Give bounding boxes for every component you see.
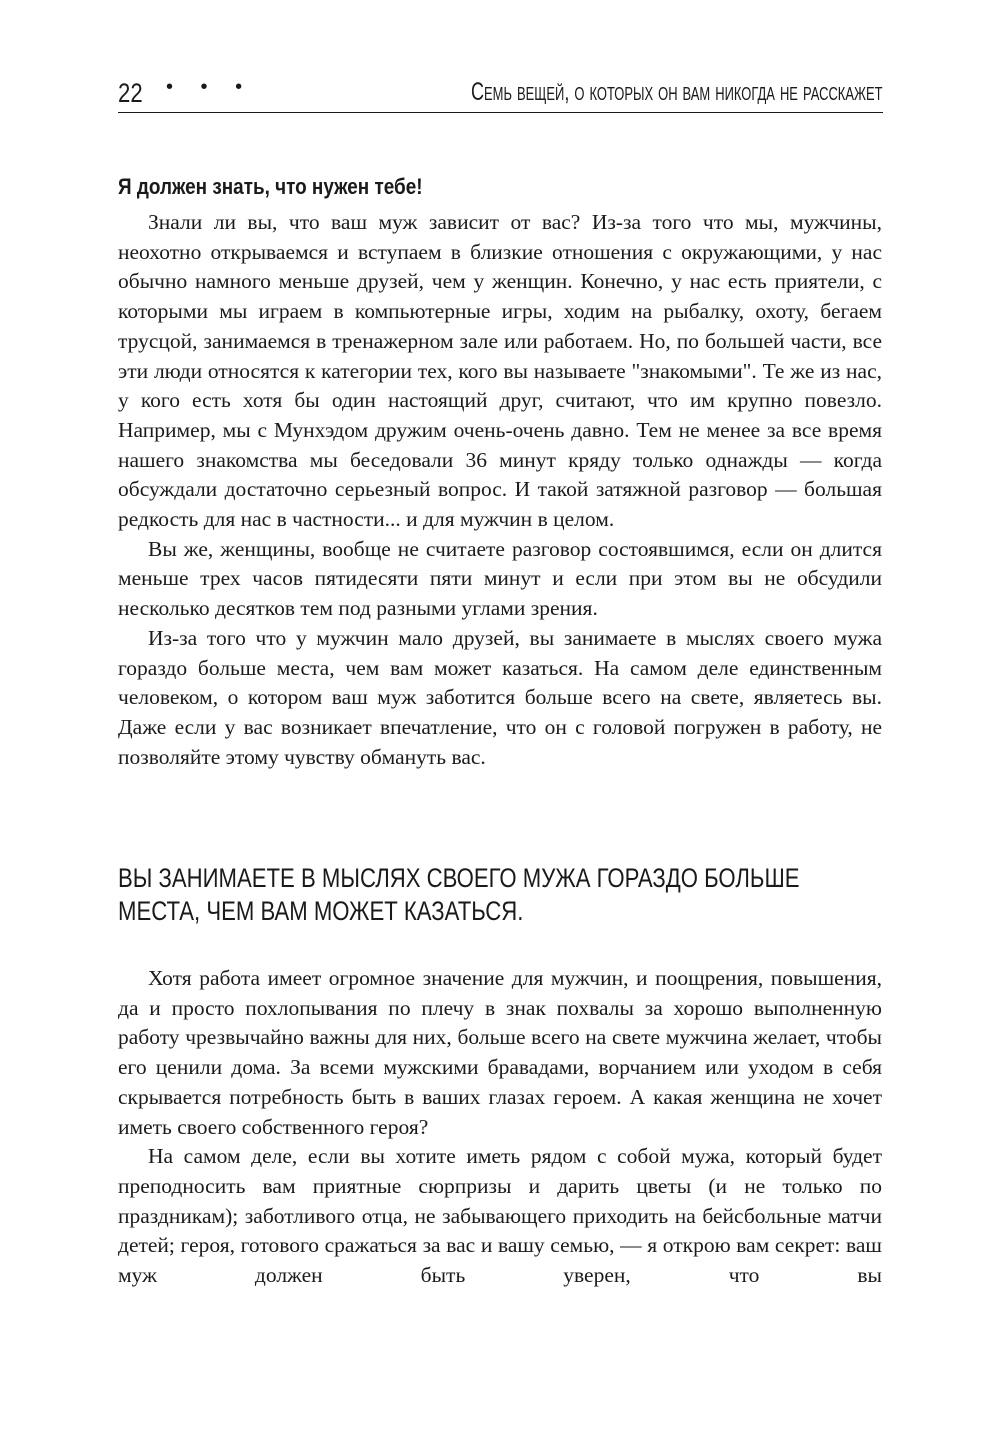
section-title: Я должен знать, что нужен тебе! [118,174,423,199]
pull-quote [118,862,800,928]
pull-quote-line: МЕСТА, ЧЕМ ВАМ МОЖЕТ КАЗАТЬСЯ. [118,896,524,926]
body-text-top [118,208,882,772]
header-bullets: • • • [166,76,254,98]
body-text-bottom [118,964,882,1291]
paragraph: Хотя работа имеет огромное значение для мужчин, и поощрения, повышения, да и просто похлопывания по плечу в знак похвалы за хорошо выполненную работу чрезвычайно важны для них, больше всего на свете мужчина желает, чтобы его ценили дома. За всеми мужскими бравадами, ворчанием или уходом в себя скрывается потребность быть в ваших глазах героем. А какая женщина не хочет иметь своего собственного героя? [118,966,882,1139]
paragraph: Знали ли вы, что ваш муж зависит от вас? Из-за того что мы, мужчины, неохотно открываемся и вступаем в близкие отношения с окружающими, у нас обычно намного меньше друзей, чем у женщин. Конечно, у нас есть приятели, с которыми мы играем в компьютерные игры, ходим на рыбалку, охоту, бегаем трусцой, занимаемся в тренажерном зале или работаем. Но, по большей части, все эти люди относятся к категории тех, кого вы называете "знакомыми". Те же из нас, у кого есть хотя бы один настоящий друг, считают, что им крупно повезло. Например, мы с Мунхэдом дружим очень-очень давно. Тем не менее за все время нашего знакомства мы беседовали 36 минут кряду только однажды — когда обсуждали достаточно серьезный вопрос. И такой затяжной разговор — большая редкость для нас в частности... и для мужчин в целом. [118,210,882,532]
running-title: Семь вещей, о которых он вам никогда не расскажет [471,78,883,106]
paragraph: Вы же, женщины, вообще не считаете разговор состоявшимся, если он длится меньше трех часов пятидесяти пяти минут и если при этом вы не обсудили несколько десятков тем под разными углами зрения. [118,536,882,621]
pull-quote-line: ВЫ ЗАНИМАЕТЕ В МЫСЛЯХ СВОЕГО МУЖА ГОРАЗДО БОЛЬШЕ [118,863,800,893]
page-header [118,72,883,113]
paragraph: На самом деле, если вы хотите иметь рядом с собой мужа, который будет преподносить вам приятные сюрпризы и дарить цветы (и не только по праздникам); заботливого отца, не забывающего приходить на бейсбольные матчи детей; героя, готового сражаться за вас и вашу семью, — я открою вам секрет: ваш муж должен быть уверен, что вы [118,1144,882,1288]
page-number: 22 [118,78,143,108]
paragraph: Из-за того что у мужчин мало друзей, вы занимаете в мыслях своего мужа гораздо больше места, чем вам может казаться. На самом деле единственным человеком, о котором ваш муж заботится больше всего на свете, являетесь вы. Даже если у вас возникает впечатление, что он с головой погружен в работу, не позволяйте этому чувству обмануть вас. [118,625,882,769]
